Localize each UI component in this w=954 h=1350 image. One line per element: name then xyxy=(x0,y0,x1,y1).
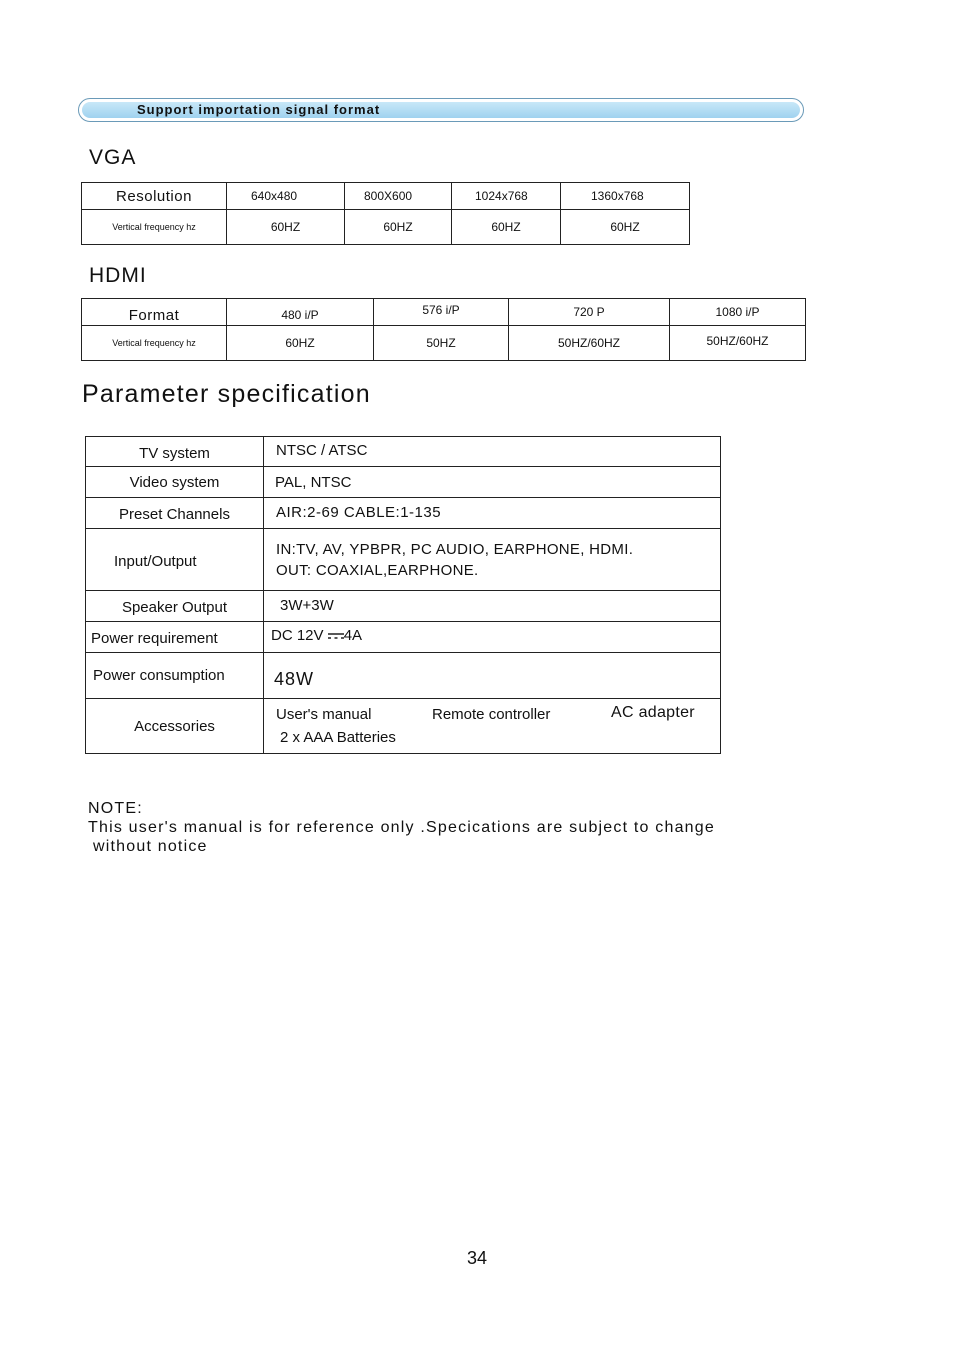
params-row xyxy=(86,591,721,622)
hdmi-freq-cell: 50HZ/60HZ xyxy=(670,326,806,361)
param-value: 48W xyxy=(264,653,721,699)
params-title: Parameter specification xyxy=(82,380,371,408)
accessory-item: 2 x AAA Batteries xyxy=(280,729,396,746)
power-voltage: DC 12V xyxy=(271,627,324,644)
param-value: NTSC / ATSC xyxy=(264,437,721,467)
param-key: Preset Channels xyxy=(86,498,264,529)
param-key: Video system xyxy=(86,467,264,498)
hdmi-title: HDMI xyxy=(89,264,147,287)
dc-symbol-icon xyxy=(328,632,344,640)
hdmi-freq-cell: 60HZ xyxy=(227,326,374,361)
accessory-item: User's manual xyxy=(276,706,372,723)
vga-resolution-row xyxy=(82,183,690,210)
param-value xyxy=(264,529,721,591)
vga-resolution-label: Resolution xyxy=(82,183,227,210)
hdmi-format-cell: 1080 i/P xyxy=(670,299,806,326)
param-value xyxy=(264,699,721,754)
params-row xyxy=(86,622,721,653)
vga-title: VGA xyxy=(89,146,137,169)
hdmi-format-cell: 480 i/P xyxy=(227,299,374,326)
accessory-item: Remote controller xyxy=(432,706,551,723)
params-table xyxy=(85,436,721,754)
param-value: AIR:2-69 CABLE:1-135 xyxy=(264,498,721,529)
param-key: Speaker Output xyxy=(86,591,264,622)
param-key: Input/Output xyxy=(86,529,264,591)
section-banner xyxy=(78,98,804,122)
param-value: PAL, NTSC xyxy=(264,467,721,498)
vga-freq-cell: 60HZ xyxy=(227,210,345,245)
params-row xyxy=(86,529,721,591)
params-row xyxy=(86,437,721,467)
hdmi-frequency-row xyxy=(82,326,806,361)
vga-table xyxy=(81,182,690,245)
hdmi-format-row xyxy=(82,299,806,326)
banner-text: Support importation signal format xyxy=(137,102,381,117)
hdmi-format-cell: 720 P xyxy=(509,299,670,326)
hdmi-freq-cell: 50HZ/60HZ xyxy=(509,326,670,361)
vga-frequency-row xyxy=(82,210,690,245)
note-line: without notice xyxy=(93,838,208,855)
note-block xyxy=(88,799,715,856)
vga-freq-cell: 60HZ xyxy=(452,210,561,245)
note-label: NOTE: xyxy=(88,800,143,817)
vga-freq-cell: 60HZ xyxy=(345,210,452,245)
params-row xyxy=(86,653,721,699)
hdmi-table xyxy=(81,298,806,361)
vga-res-cell: 1360x768 xyxy=(561,183,690,210)
note-line: This user's manual is for reference only .Specications are subject to change xyxy=(88,819,715,836)
params-row xyxy=(86,498,721,529)
vga-frequency-label: Vertical frequency hz xyxy=(82,210,227,245)
hdmi-freq-cell: 50HZ xyxy=(374,326,509,361)
page-number: 34 xyxy=(466,1248,488,1268)
hdmi-format-label: Format xyxy=(82,299,227,326)
vga-freq-cell: 60HZ xyxy=(561,210,690,245)
params-row xyxy=(86,699,721,754)
hdmi-format-cell: 576 i/P xyxy=(374,299,509,326)
vga-res-cell: 1024x768 xyxy=(452,183,561,210)
param-value xyxy=(264,622,721,653)
io-output-line: OUT: COAXIAL,EARPHONE. xyxy=(276,561,479,579)
hdmi-frequency-label: Vertical frequency hz xyxy=(82,326,227,361)
param-key: Power requirement xyxy=(86,622,264,653)
vga-res-cell: 800X600 xyxy=(345,183,452,210)
power-current: 4A xyxy=(343,627,363,644)
vga-res-cell: 640x480 xyxy=(227,183,345,210)
param-value: 3W+3W xyxy=(264,591,721,622)
io-input-line: IN:TV, AV, YPBPR, PC AUDIO, EARPHONE, HDMI. xyxy=(276,540,634,558)
accessory-item: AC adapter xyxy=(611,704,695,721)
params-row xyxy=(86,467,721,498)
param-key: Power consumption xyxy=(86,653,264,699)
param-key: TV system xyxy=(86,437,264,467)
param-key: Accessories xyxy=(86,699,264,754)
